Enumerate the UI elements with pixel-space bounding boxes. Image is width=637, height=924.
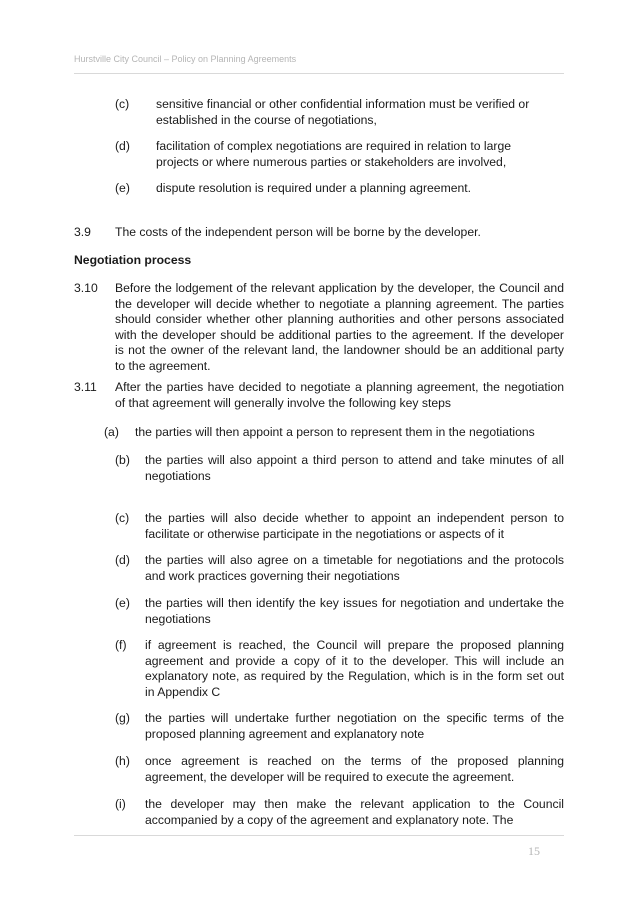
clause-3-9-number: 3.9 xyxy=(74,225,91,239)
header-rule xyxy=(74,73,564,74)
top-item-c-text: sensitive financial or other confidential information must be verified or established in the course of negotiations, xyxy=(156,97,530,127)
step-g-text: the parties will undertake further negotiation on the specific terms of the proposed planning agreement and explanatory note xyxy=(145,711,564,741)
top-item-e-label: (e) xyxy=(115,181,130,195)
clause-3-11-number: 3.11 xyxy=(74,380,97,394)
step-d-label: (d) xyxy=(115,553,130,567)
step-h-text: once agreement is reached on the terms of the proposed planning agreement, the developer will be required to execute the agreement. xyxy=(145,754,564,784)
step-i-label: (i) xyxy=(115,797,126,811)
step-b-text: the parties will also appoint a third person to attend and take minutes of all negotiations xyxy=(145,453,564,483)
section-heading: Negotiation process xyxy=(74,253,192,267)
top-item-e-text: dispute resolution is required under a planning agreement. xyxy=(156,181,472,195)
page-number: 15 xyxy=(528,844,540,858)
step-a-label: (a) xyxy=(104,425,119,439)
step-e-label: (e) xyxy=(115,596,130,610)
footer-rule xyxy=(74,835,564,836)
clause-3-10-text: Before the lodgement of the relevant application by the developer, the Council and the developer will decide whether to negotiate a planning agreement. The parties should consider whether other planning authorities and other persons associated with the developer should be additional parties to the agreement. If the developer is not the owner of the relevant land, the landowner should be an additional party to the agreement. xyxy=(115,281,564,373)
step-h-label: (h) xyxy=(115,754,130,768)
clause-3-11-text: After the parties have decided to negotiate a planning agreement, the negotiation of that agreement will generally involve the following key steps xyxy=(115,380,564,410)
step-e-text: the parties will then identify the key issues for negotiation and undertake the negotiations xyxy=(145,596,564,626)
top-item-c-label: (c) xyxy=(115,97,130,111)
top-item-d-label: (d) xyxy=(115,139,130,153)
step-c-label: (c) xyxy=(115,511,130,525)
step-a-text: the parties will then appoint a person to represent them in the negotiations xyxy=(135,425,535,439)
step-f-label: (f) xyxy=(115,638,127,652)
step-c-text: the parties will also decide whether to appoint an independent person to facilitate or otherwise participate in the negotiations or aspects of it xyxy=(145,511,564,541)
clause-3-10-number: 3.10 xyxy=(74,281,98,295)
clause-3-9-text: The costs of the independent person will be borne by the developer. xyxy=(115,225,481,239)
step-b-label: (b) xyxy=(115,453,130,467)
step-g-label: (g) xyxy=(115,711,130,725)
step-f-text: if agreement is reached, the Council will prepare the proposed planning agreement and provide a copy of it to the developer. This will include an explanatory note, as required by the Regulation, which is in the form set out in Appendix C xyxy=(145,638,564,699)
step-i-text: the developer may then make the relevant application to the Council accompanied by a copy of the agreement and explanatory note. The xyxy=(145,797,564,827)
running-header: Hurstville City Council – Policy on Planning Agreements xyxy=(74,54,297,64)
top-item-d-text: facilitation of complex negotiations are required in relation to large projects or where numerous parties or stakeholders are involved, xyxy=(156,139,511,169)
step-d-text: the parties will also agree on a timetable for negotiations and the protocols and work practices governing their negotiations xyxy=(145,553,564,583)
